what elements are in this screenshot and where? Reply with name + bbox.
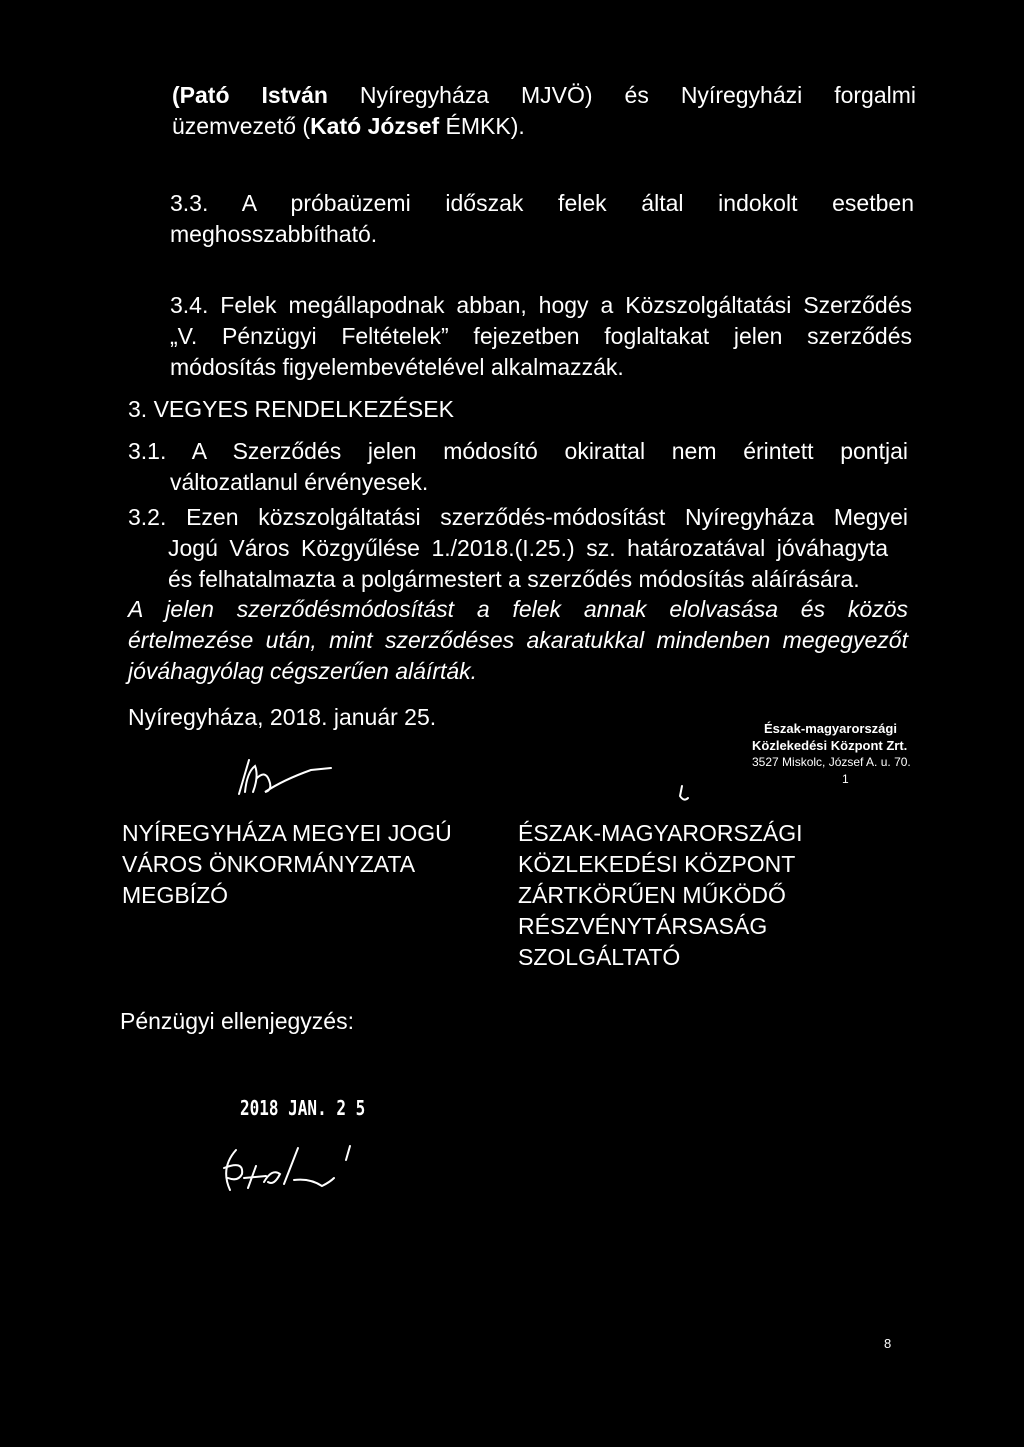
section-3-4: 3.4. Felek megállapodnak abban, hogy a Közszolgáltatási Szerződés „V. Pénzügyi Feltételek” fejezetben foglaltakat jelen szerződés módosítás figyelembevételével alkalmazzák. (170, 292, 912, 380)
intro-line-2: üzemvezető (Kató József ÉMKK). (172, 113, 525, 139)
closing-paragraph: A jelen szerződésmódosítást a felek annak elolvasása és közös értelmezése után, mint szerződéses akaratukkal mindenben megegyezőt jóváhagyólag cégszerűen aláírták. (128, 596, 908, 684)
right-party-block: ÉSZAK-MAGYARORSZÁGI KÖZLEKEDÉSI KÖZPONT ZÁRTKÖRŰEN MŰKÖDŐ RÉSZVÉNYTÁRSASÁG SZOLGÁLTATÓ (518, 820, 803, 970)
left-party-block: NYÍREGYHÁZA MEGYEI JOGÚ VÁROS ÖNKORMÁNYZATA MEGBÍZÓ (122, 820, 452, 908)
left-signature (225, 752, 335, 802)
page-number: 8 (884, 1336, 892, 1351)
company-stamp: Észak-magyarországi Közlekedési Központ Zrt. 3527 Miskolc, József A. u. 70. 1 (752, 721, 911, 786)
place-date: Nyíregyháza, 2018. január 25. (128, 704, 437, 730)
section-3-3: 3.3. A próbaüzemi időszak felek által indokolt esetben meghosszabbítható. (170, 190, 914, 247)
financial-signature (214, 1138, 364, 1196)
section-3-2: 3.2. Ezen közszolgáltatási szerződés-módosítást Nyíregyháza Megyei Jogú Város Közgyűlése 1./2018.(I.25.) sz. határozatával jóváhagyta és felhatalmazta a polgármestert a szerződés módosítás aláírására. (128, 504, 908, 592)
intro-line-1: (Pató István Nyíregyháza MJVÖ) és Nyíregyházi forgalmi (172, 82, 917, 108)
financial-countersign-label: Pénzügyi ellenjegyzés: (120, 1008, 354, 1034)
section-heading: 3. VEGYES RENDELKEZÉSEK (128, 396, 454, 422)
right-signature-mark (676, 784, 694, 806)
date-stamp: 2018 JAN. 2 5 (240, 1096, 366, 1120)
intro-paragraph (172, 80, 916, 142)
section-3-1: 3.1. A Szerződés jelen módosító okirattal nem érintett pontjai változatlanul érvényesek. (128, 438, 908, 495)
